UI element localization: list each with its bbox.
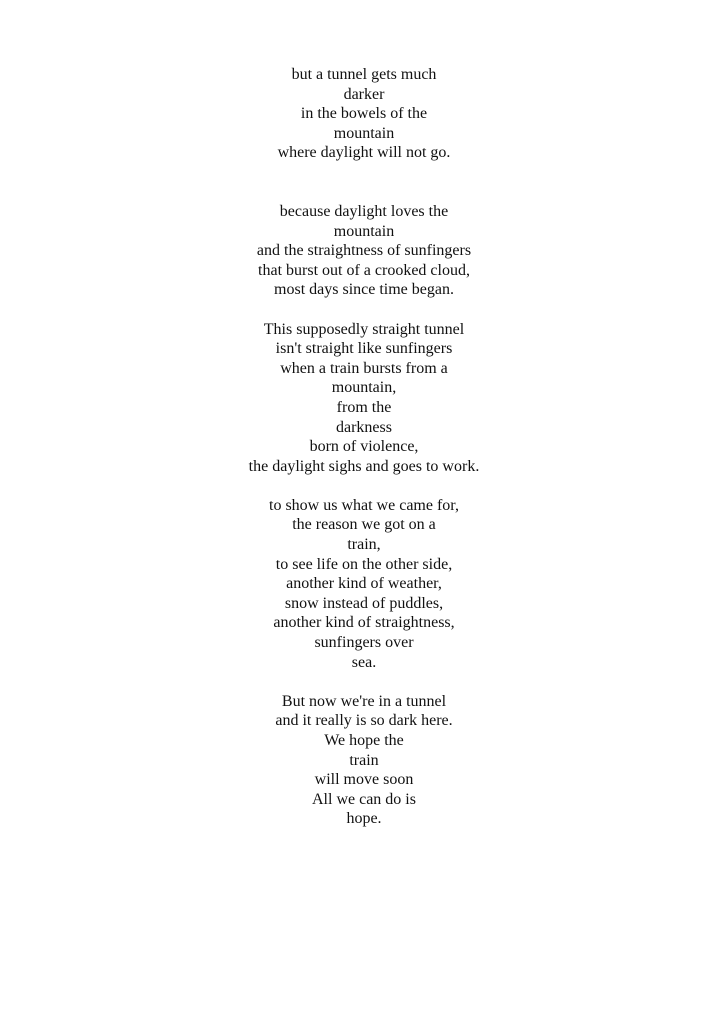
poem-line: This supposedly straight tunnel [263,320,465,338]
stanza-5 [0,692,728,829]
poem-line: another kind of straightness, [273,614,455,632]
stanza-1 [0,65,728,163]
poem-line: hope. [346,810,382,828]
poem-line: to show us what we came for, [269,496,459,514]
poem-line: mountain [333,124,395,142]
poem-line: the daylight sighs and goes to work. [248,457,480,475]
poem-line: from the [336,398,392,416]
stanza-2 [0,202,728,300]
stanza-4 [0,496,728,672]
poem-line: and it really is so dark here. [275,712,453,730]
poem-line: another kind of weather, [286,575,442,593]
poem-line: darkness [336,418,392,436]
poem-line: in the bowels of the [300,105,428,123]
stanza-3 [0,320,728,477]
poem-line: All we can do is [312,790,416,808]
poem-line: isn't straight like sunfingers [275,340,453,358]
poem-line: born of violence, [309,438,419,456]
poem-line: will move soon [314,771,414,789]
poem-line: that burst out of a crooked cloud, [258,261,470,279]
poem-line: train [349,751,379,769]
poem-line: when a train bursts from a [280,359,448,377]
poem-line: because daylight loves the [279,202,449,220]
poem-line: mountain [333,222,395,240]
poem-line: sunfingers over [314,634,414,652]
poem-line: sea. [351,653,377,671]
poem-line: the reason we got on a [292,516,436,534]
poem-line: but a tunnel gets much [291,66,437,83]
poem-line: We hope the [324,732,404,749]
poem-line: and the straightness of sunfingers [256,242,472,260]
poem-line: most days since time began. [274,281,454,299]
poem-line: snow instead of puddles, [284,594,444,612]
poem-line: where daylight will not go. [277,144,451,162]
poem-line: But now we're in a tunnel [281,692,447,710]
poem-line: to see life on the other side, [275,555,453,573]
poem [0,65,728,829]
poem-line: train, [347,536,381,554]
poem-line: darker [343,85,385,103]
poem-line: mountain, [331,379,397,397]
